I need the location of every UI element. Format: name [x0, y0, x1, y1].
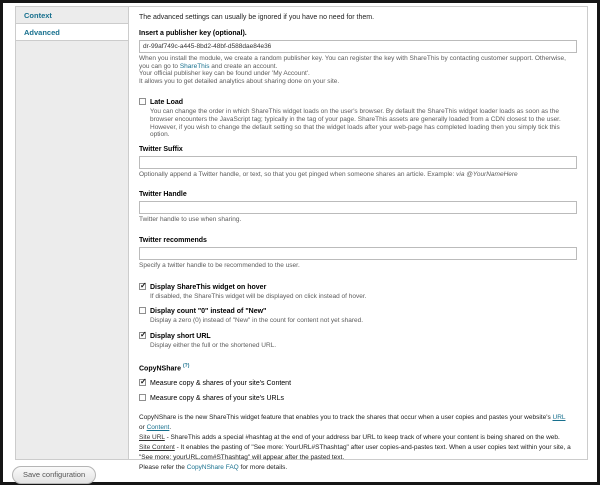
- measure-content-checkbox[interactable]: [139, 379, 146, 386]
- twitter-recommends-field: [139, 237, 577, 270]
- late-load-label: Late Load: [150, 99, 184, 107]
- display-short-url-description: Display either the full or the shortened URL.: [150, 341, 277, 349]
- site-content-term: Site Content: [139, 443, 175, 451]
- copynshare-para-text-2: or: [139, 423, 147, 431]
- url-link[interactable]: URL: [552, 413, 566, 421]
- twitter-suffix-example: via @YourNameHere: [456, 170, 518, 178]
- measure-content-label: Measure copy & shares of your site's Content: [150, 379, 292, 387]
- advanced-intro-text: The advanced settings can usually be ignored if you have no need for them.: [139, 14, 375, 21]
- measure-content-option: [139, 379, 577, 387]
- faq-text-after: for more details.: [238, 463, 288, 471]
- twitter-suffix-field: [139, 146, 577, 179]
- display-count-description: Display a zero (0) instead of "New" in the count for content not yet shared.: [150, 317, 364, 325]
- display-count-checkbox[interactable]: [139, 307, 146, 314]
- twitter-suffix-input[interactable]: [139, 156, 577, 169]
- late-load-description: You can change the order in which ShareThis widget loads on the user's browser. By default the ShareThis widget loader loads as soon as the browser encounters the JavaScript tag; typically in the tag of your page. ShareThis assets are generally loaded from a CDN closest to the user. However, if you wish to change the default setting so that the widget loads after your web-page has completed loading then you simply tick this option.: [150, 108, 561, 139]
- publisher-key-label: Insert a publisher key (optional).: [139, 30, 247, 37]
- twitter-handle-label: Twitter Handle: [139, 191, 187, 199]
- late-load-checkbox[interactable]: [139, 98, 146, 105]
- display-hover-option: [139, 283, 577, 301]
- publisher-key-field: [139, 30, 577, 85]
- display-short-url-label: Display short URL: [150, 332, 211, 340]
- publisher-desc-text-3: Your official publisher key can be found under 'My Account'.: [139, 70, 310, 78]
- site-content-text: - It enables the pasting of "See more: YourURL#SThashtag" after user copies-and-pastes text. When a user copies text within your site, a "See more: yourURL.com#SThashtag" will appear after the pasted text.: [139, 443, 571, 461]
- copynshare-para-text-1: CopyNShare is the new ShareThis widget feature that enables you to track the shares that occur when a user copies and pastes your website's: [139, 413, 553, 421]
- display-count-label: Display count "0" instead of "New": [150, 308, 267, 316]
- display-short-url-option: [139, 332, 577, 350]
- tab-context[interactable]: Context: [16, 7, 128, 24]
- twitter-suffix-description: [139, 171, 577, 179]
- save-configuration-button[interactable]: Save configuration: [12, 466, 96, 484]
- late-load-option: [139, 98, 577, 138]
- twitter-recommends-input[interactable]: [139, 247, 577, 260]
- copynshare-help-link[interactable]: (?): [182, 363, 190, 370]
- publisher-key-description: [139, 55, 577, 85]
- vertical-tabs: [15, 6, 588, 471]
- twitter-handle-description: Twitter handle to use when sharing.: [139, 216, 242, 224]
- twitter-suffix-desc-text: Optionally append a Twitter handle, or text, so that you get pinged when someone shares an article. Example:: [139, 170, 457, 178]
- tab-advanced[interactable]: Advanced: [16, 24, 128, 41]
- measure-urls-checkbox[interactable]: [139, 394, 146, 401]
- sharethis-link[interactable]: ShareThis: [179, 62, 210, 70]
- measure-urls-option: [139, 394, 577, 402]
- twitter-handle-input[interactable]: [139, 201, 577, 214]
- twitter-suffix-label: Twitter Suffix: [139, 145, 183, 153]
- twitter-recommends-description: Specify a twitter handle to be recommended to the user.: [139, 261, 300, 269]
- display-hover-checkbox[interactable]: [139, 283, 146, 290]
- content-link[interactable]: Content: [146, 423, 170, 431]
- advanced-settings-pane: [129, 7, 587, 471]
- faq-text-before: Please refer the: [139, 463, 187, 471]
- form-actions: [3, 460, 597, 484]
- copynshare-heading: [139, 363, 577, 372]
- twitter-handle-field: [139, 191, 577, 224]
- site-url-text: - ShareThis adds a special #hashtag at the end of your address bar URL to keep track of where your content is being shared on the web.: [164, 433, 560, 441]
- copynshare-heading-text: CopyNShare: [139, 365, 182, 373]
- display-short-url-checkbox[interactable]: [139, 332, 146, 339]
- copynshare-para-text-3: .: [169, 423, 172, 431]
- publisher-desc-text-4: It allows you to get detailed analytics about sharing done on your site.: [139, 77, 340, 85]
- publisher-desc-text-2: and create an account.: [209, 62, 278, 70]
- site-url-term: Site URL: [139, 433, 165, 441]
- display-hover-label: Display ShareThis widget on hover: [150, 283, 267, 291]
- display-hover-description: If disabled, the ShareThis widget will be displayed on click instead of hover.: [150, 292, 367, 300]
- publisher-key-input[interactable]: [139, 40, 577, 53]
- display-count-option: [139, 307, 577, 325]
- vertical-tabs-list: [16, 7, 129, 459]
- measure-urls-label: Measure copy & shares of your site's URLs: [150, 394, 285, 402]
- twitter-recommends-label: Twitter recommends: [139, 236, 207, 244]
- copynshare-faq-link[interactable]: CopyNShare FAQ: [186, 463, 239, 471]
- publisher-desc-text-1: When you install the module, we create a random publisher key. You can register the key with ShareThis by contacting customer support. Otherwise, you can go to: [139, 55, 566, 70]
